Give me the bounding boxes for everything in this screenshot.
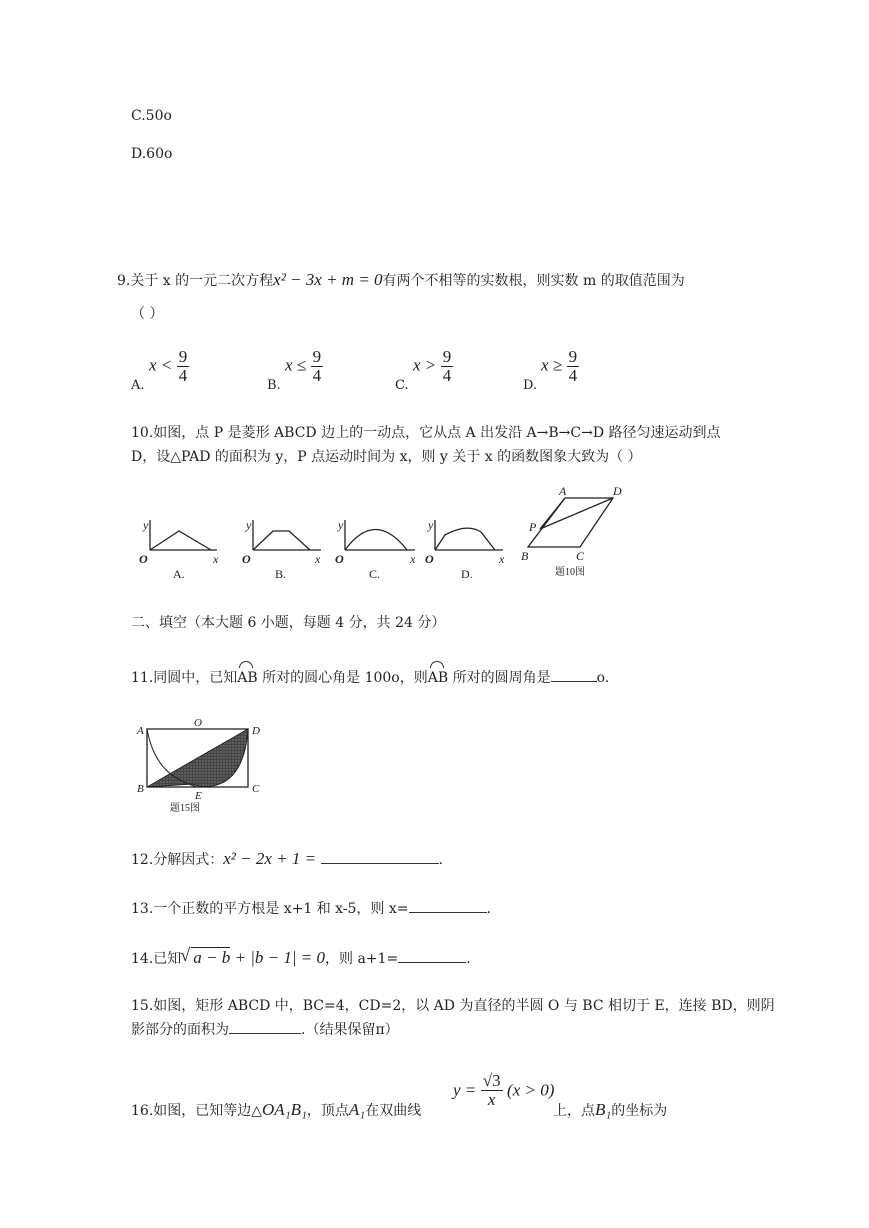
q12-expr: x² − 2x + 1 = [223, 849, 317, 868]
q16-part3: 在双曲线 [365, 1103, 422, 1119]
q14-expr-b: + |b − 1| = 0 [230, 948, 326, 967]
q9-option-c-den: 4 [442, 366, 452, 385]
q13-line [131, 898, 491, 918]
q10-c-label: C. [369, 567, 381, 581]
q10-rhombus-b: B [521, 549, 529, 563]
q10-c-y: y [338, 518, 344, 532]
q10-b-y: y [246, 518, 252, 532]
q16-part4: 上，点 [553, 1103, 595, 1119]
q15-answer-blank[interactable] [229, 1033, 301, 1034]
q10-b-o: O [242, 552, 251, 566]
q14-end: . [466, 951, 471, 967]
q11-part3: 所对的圆周角是 [448, 670, 551, 686]
q10-rhombus-d: D [613, 485, 622, 498]
q10-b-label: B. [275, 567, 287, 581]
q12-line [131, 849, 443, 869]
q14-answer-blank[interactable] [398, 962, 466, 963]
q16-y-eq: y = [453, 1080, 477, 1100]
q14-line [131, 945, 471, 968]
q10-d-x: x [499, 552, 505, 566]
q10-line1: 10.如图，点 P 是菱形 ABCD 边上的一动点，它从点 A 出发沿 A→B→C→D 路径匀速运动到点 [131, 425, 721, 441]
q9-option-b-letter: B. [267, 378, 281, 393]
radical-icon: √ [180, 945, 191, 965]
q9-option-a-letter: A. [131, 378, 145, 393]
q10-caption: 题10图 [555, 567, 585, 578]
q10-a-x: x [213, 552, 219, 566]
q12-end: . [438, 852, 444, 868]
q9-option-c-letter: C. [395, 378, 409, 393]
q13-end: . [486, 901, 491, 917]
q10-b-x: x [315, 552, 321, 566]
q16-frac-num: √3 [482, 1071, 501, 1090]
q9-prefix: 9.关于 x 的一元二次方程 [117, 273, 274, 289]
q16-hyperbola [453, 1072, 554, 1109]
q16-line-tail [553, 1100, 667, 1120]
fig15-d: D [252, 725, 260, 737]
q11-part2: 所对的圆心角是 100o，则 [257, 670, 428, 686]
q10-c-o: O [335, 552, 344, 566]
q16-part2: ，顶点 [306, 1103, 349, 1119]
q16-triangle: OA₁B₁ [262, 1100, 307, 1119]
q9-option-d-letter: D. [523, 378, 538, 393]
q11-line [131, 667, 609, 687]
q9-option-a-num: 9 [178, 347, 188, 366]
q15-line2 [131, 1019, 399, 1039]
q13-answer-blank[interactable] [409, 912, 487, 913]
q16-frac-den: x [487, 1090, 496, 1109]
q9-option-b-rel: x ≤ [285, 355, 307, 375]
q8-option-c: C.50o [131, 108, 172, 124]
q9-option-c-rel: x > [413, 355, 437, 375]
fig15-a: A [137, 725, 144, 737]
q16-part1: 16.如图，已知等边△ [131, 1103, 263, 1119]
q11-answer-blank[interactable] [551, 681, 597, 682]
fig15-caption: 题15图 [170, 803, 200, 814]
q16-point: B₁ [595, 1100, 612, 1119]
q10-a-o: O [139, 552, 148, 566]
q8-option-d: D.60o [131, 146, 173, 162]
q9-equation: x² − 3x + m = 0 [273, 270, 383, 289]
q10-d-label: D. [461, 567, 473, 581]
q15-line2-a: 影部分的面积为 [131, 1022, 229, 1038]
q9-stem [117, 270, 685, 290]
q9-option-d-num: 9 [568, 347, 578, 366]
section-2-heading: 二、填空（本大题 6 小题，每题 4 分，共 24 分） [131, 615, 446, 631]
q12-answer-blank[interactable] [321, 863, 439, 864]
q10-d-y: y [428, 518, 434, 532]
q9-suffix: 有两个不相等的实数根，则实数 m 的取值范围为 [382, 273, 685, 289]
fig15 [130, 712, 270, 816]
q14-sqrt [180, 945, 231, 967]
q15-line2-b: .（结果保留π） [301, 1022, 399, 1038]
q9-option-b-num: 9 [312, 347, 322, 366]
q14-expr-a: a − b [193, 948, 231, 967]
q11-end: o. [596, 670, 610, 686]
q9-option-c-num: 9 [442, 347, 452, 366]
fig15-e: E [195, 790, 202, 802]
q12-prefix: 12.分解因式： [131, 852, 224, 868]
q9-paren: （ ） [131, 306, 164, 322]
q9-option-b-den: 4 [312, 366, 322, 385]
q11-part1: 11.同圆中，已知 [131, 670, 238, 686]
q9-option-d-rel: x ≥ [541, 355, 563, 375]
q10-figures [125, 485, 625, 585]
q10-a-y: y [143, 518, 149, 532]
q16-part5: 的坐标为 [611, 1103, 668, 1119]
q10-rhombus-p: P [529, 520, 537, 534]
q16-condition: (x > 0) [507, 1080, 555, 1100]
q9-option-a-rel: x < [149, 355, 173, 375]
q13-text: 13.一个正数的平方根是 x+1 和 x-5，则 x= [131, 901, 409, 917]
q10-rhombus-a: A [559, 485, 567, 498]
fig15-c: C [252, 783, 260, 795]
q14-suffix: ，则 a+1= [325, 951, 399, 967]
q9-option-d-den: 4 [568, 366, 578, 385]
q10-rhombus-c: C [576, 549, 585, 563]
q10-c-x: x [410, 552, 416, 566]
fig15-o: O [194, 717, 202, 729]
q10-line2: D，设△PAD 的面积为 y，P 点运动时间为 x，则 y 关于 x 的函数图象大致为（ ） [131, 449, 642, 465]
q16-line [131, 1100, 421, 1120]
q15-line1: 15.如图，矩形 ABCD 中，BC=4，CD=2，以 AD 为直径的半圆 O 与 BC 相切于 E，连接 BD，则阴 [131, 998, 775, 1014]
fig15-b: B [137, 783, 144, 795]
q10-a-label: A. [173, 567, 185, 581]
q16-vertex: A₁ [348, 1100, 366, 1119]
q10-d-o: O [425, 552, 434, 566]
q14-prefix: 14.已知 [131, 951, 182, 967]
q9-option-a-den: 4 [178, 366, 188, 385]
q11-arc1: AB [237, 670, 258, 686]
q11-arc2: AB [427, 670, 449, 686]
